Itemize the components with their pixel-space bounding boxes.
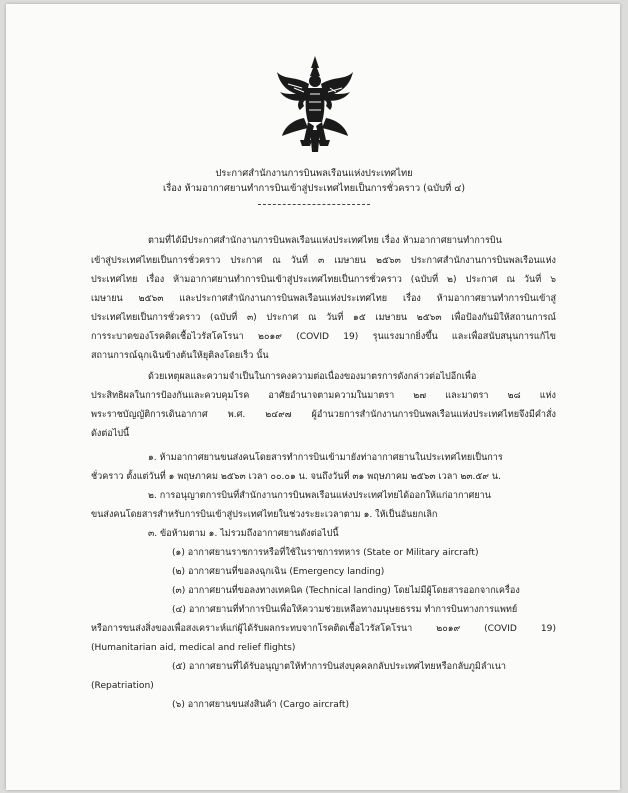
exception-item-2: (๒) อากาศยานที่ขอลงฉุกเฉิน (Emergency landing) — [172, 567, 385, 577]
paragraph-line: สถานการณ์ฉุกเฉินข้างต้นให้ยุติลงโดยเร็ว นั้น — [91, 351, 269, 361]
title-divider — [258, 204, 370, 205]
paragraph-line: ดังต่อไปนี้ — [91, 429, 130, 439]
order-item-1: ๑. ห้ามอากาศยานขนส่งคนโดยสารทำการบินเข้ามายังท่าอากาศยานในประเทศไทยเป็นการ — [148, 453, 503, 463]
garuda-emblem — [274, 54, 356, 154]
paragraph-line: ตามที่ได้มีประกาศสำนักงานการบินพลเรือนแห่งประเทศไทย เรื่อง ห้ามอากาศยานทำการบิน — [148, 236, 502, 246]
paragraph-line: เข้าสู่ประเทศไทยเป็นการชั่วคราว ประกาศ ณ วันที่ ๓ เมษายน ๒๕๖๓ ประกาศสำนักงานการบินพลเรือนแห่ง — [91, 256, 556, 266]
paragraph-line: ประสิทธิผลในการป้องกันและควบคุมโรค อาศัยอำนาจตามความในมาตรา ๒๗ และมาตรา ๒๘ แห่ง — [91, 391, 556, 401]
exception-item-4-cont: หรือการขนส่งสิ่งของเพื่อสงเคราะห์แก่ผู้ได้รับผลกระทบจากโรคติดเชื้อไวรัสโคโรนา ๒๐๑๙ (COVID 19) — [91, 624, 556, 634]
paragraph-line: ประเทศไทยเป็นการชั่วคราว (ฉบับที่ ๓) ประกาศ ณ วันที่ ๑๕ เมษายน ๒๕๖๓ เพื่อป้องกันมิให้สถานการณ์ — [91, 313, 556, 323]
order-item-2: ๒. การอนุญาตการบินที่สำนักงานการบินพลเรือนแห่งประเทศไทยได้ออกให้แก่อากาศยาน — [148, 491, 491, 501]
exception-item-6: (๖) อากาศยานขนส่งสินค้า (Cargo aircraft) — [172, 700, 350, 710]
announcement-title: ประกาศสำนักงานการบินพลเรือนแห่งประเทศไทย — [215, 168, 413, 179]
announcement-subject: เรื่อง ห้ามอากาศยานทำการบินเข้าสู่ประเทศไทยเป็นการชั่วคราว (ฉบับที่ ๔) — [163, 183, 465, 194]
paragraph-line: การระบาดของโรคติดเชื้อไวรัสโคโรนา ๒๐๑๙ (COVID 19) รุนแรงมากยิ่งขึ้น และเพื่อสนับสนุนการแก้ไข — [91, 332, 556, 342]
exception-item-4: (๔) อากาศยานที่ทำการบินเพื่อให้ความช่วยเหลือทางมนุษยธรรม ทำการบินทางการแพทย์ — [172, 605, 518, 615]
exception-item-4-cont: (Humanitarian aid, medical and relief flights) — [91, 643, 296, 653]
exception-item-3: (๓) อากาศยานที่ขอลงทางเทคนิค (Technical landing) โดยไม่มีผู้โดยสารออกจากเครื่อง — [172, 586, 520, 596]
order-item-1-cont: ชั่วคราว ตั้งแต่วันที่ ๑ พฤษภาคม ๒๕๖๓ เวลา ๐๐.๐๑ น. จนถึงวันที่ ๓๑ พฤษภาคม ๒๕๖๓ เวลา ๒๓.๕๙ น. — [91, 472, 501, 482]
paragraph-line: ด้วยเหตุผลและความจำเป็นในการคงความต่อเนื่องของมาตรการดังกล่าวต่อไปอีกเพื่อ — [148, 372, 477, 382]
paragraph-line: ประเทศไทย เรื่อง ห้ามอากาศยานทำการบินเข้าสู่ประเทศไทยเป็นการชั่วคราว (ฉบับที่ ๒) ประกาศ ณ วันที่ ๖ — [91, 275, 556, 285]
paragraph-line: เมษายน ๒๕๖๓ และประกาศสำนักงานการบินพลเรือนแห่งประเทศไทย เรื่อง ห้ามอากาศยานทำการบินเข้าสู่ — [91, 294, 556, 304]
paragraph-line: พระราชบัญญัติการเดินอากาศ พ.ศ. ๒๔๙๗ ผู้อำนวยการสำนักงานการบินพลเรือนแห่งประเทศไทยจึงมีคำสั่ง — [91, 410, 556, 420]
exception-item-1: (๑) อากาศยานราชการหรือที่ใช้ในราชการทหาร (State or Military aircraft) — [172, 548, 479, 558]
order-item-2-cont: ขนส่งคนโดยสารสำหรับการบินเข้าสู่ประเทศไทยในช่วงระยะเวลาตาม ๑. ให้เป็นอันยกเลิก — [91, 510, 438, 520]
order-item-3: ๓. ข้อห้ามตาม ๑. ไม่รวมถึงอากาศยานดังต่อไปนี้ — [148, 529, 339, 539]
exception-item-5: (๕) อากาศยานที่ได้รับอนุญาตให้ทำการบินส่งบุคคลกลับประเทศไทยหรือกลับภูมิลำเนา — [172, 662, 507, 672]
exception-item-5-cont: (Repatriation) — [91, 681, 154, 691]
